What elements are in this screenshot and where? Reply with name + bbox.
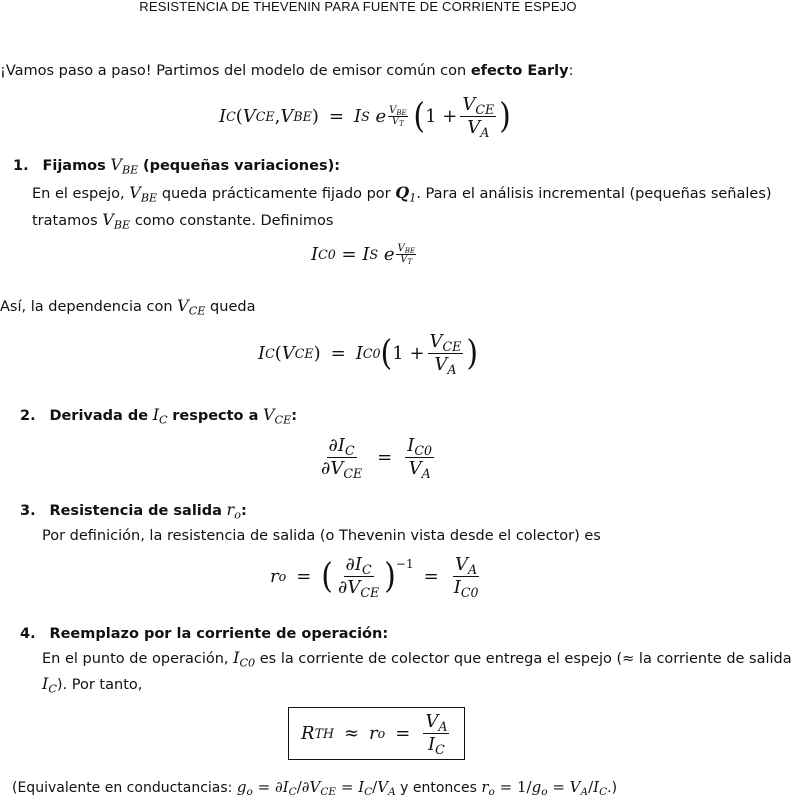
step-1-number: 1. bbox=[13, 158, 29, 174]
step-3-number: 3. bbox=[20, 503, 36, 519]
page-title: RESISTENCIA DE THEVENIN PARA FUENTE DE CORRIENTE ESPEJO bbox=[139, 0, 577, 14]
step-4-heading bbox=[20, 624, 388, 644]
step-2-number: 2. bbox=[20, 408, 36, 424]
equation-early-model: I C ( V CE , V BE ) = I S e $\frac{V_{BE}}{V_T}$ ( 1 + $\frac{V_{CE}}{V_A}$ ) bbox=[219, 94, 511, 140]
step-1-heading-text: Fijamos bbox=[42, 158, 106, 174]
step-1-text-e: como constante. Definimos bbox=[134, 213, 334, 229]
step-4-heading-text: Reemplazo por la corriente de operación: bbox=[49, 626, 389, 642]
equation-rth-boxed: R TH ≈ r o = $\frac{V_A}{I_C}$ bbox=[288, 707, 465, 760]
asi-text: Así, la dependencia con bbox=[0, 299, 173, 315]
step-2-heading-text: Derivada de bbox=[49, 408, 149, 424]
step-1-text-b: queda prácticamente fijado por bbox=[161, 186, 391, 202]
step-1-line-1: En el espejo, $V_{BE}$ queda prácticamente fijado por $Q_1$. Para el análisis incremental (pequeñas señales) bbox=[32, 183, 772, 205]
step-2-heading: 2. Derivada de $I_C$ respecto a $V_{CE}$: bbox=[20, 405, 298, 427]
step-1-line-2: tratamos $V_{BE}$ como constante. Definimos bbox=[32, 210, 334, 232]
step-4-text-c: ). Por tanto, bbox=[56, 677, 143, 693]
step-3-line-1: Por definición, la resistencia de salida (o Thevenin vista desde el colector) es bbox=[42, 528, 601, 544]
footer-text-b: y entonces bbox=[400, 780, 477, 796]
equation-ic-vce: I C ( V CE ) = I C0 ( 1 + $\frac{V_{CE}}{V_A}$ ) bbox=[258, 331, 479, 377]
step-1-heading: 1. Fijamos $V_{BE}$ (pequeñas variaciones): bbox=[13, 155, 340, 177]
step-1-text-c: . Para el análisis incremental (pequeñas señales) bbox=[416, 186, 772, 202]
asi-tail: queda bbox=[210, 299, 256, 315]
step-4-text-a: En el punto de operación, bbox=[42, 651, 229, 667]
step-3-heading: 3. Resistencia de salida $r_o$: bbox=[20, 500, 247, 522]
step-2-heading-tail: : bbox=[291, 408, 298, 424]
step-3-heading-tail: : bbox=[240, 503, 247, 519]
equation-ic0: I C0 = I S e $\frac{V_{BE}}{V_T}$ bbox=[311, 243, 415, 267]
footer-text-a: (Equivalente en conductancias: bbox=[12, 780, 233, 796]
intro-bold: efecto Early bbox=[470, 63, 569, 79]
asi-paragraph: Así, la dependencia con $V_{CE}$ queda bbox=[0, 296, 256, 318]
intro-text: ¡Vamos paso a paso! Partimos del modelo de emisor común con bbox=[0, 63, 471, 79]
step-3-heading-text: Resistencia de salida bbox=[49, 503, 222, 519]
step-4-line-2: $I_C$). Por tanto, bbox=[42, 674, 143, 696]
step-2-heading-mid: respecto a bbox=[172, 408, 259, 424]
equation-ro: r o = ( $\frac{\partial I_C}{\partial V_{CE}}$ ) −1 = $\frac{V_A}{I_{C0}}$ bbox=[270, 554, 479, 600]
step-1-heading-tail: (pequeñas variaciones): bbox=[142, 158, 340, 174]
intro-paragraph bbox=[0, 61, 574, 81]
equation-derivative: $\frac{\partial I_C}{\partial V_{CE}}$ = $\frac{I_{C0}}{V_A}$ bbox=[321, 435, 433, 481]
intro-tail: : bbox=[568, 63, 574, 79]
step-4-text-b: es la corriente de colector que entrega el espejo (≈ la corriente de salida bbox=[259, 651, 792, 667]
step-4-line-1: En el punto de operación, $I_{C0}$ es la corriente de colector que entrega el espejo (≈ la corriente de salida bbox=[42, 648, 792, 670]
step-4-number: 4. bbox=[20, 626, 36, 642]
footer-text-c: .) bbox=[607, 780, 618, 796]
step-1-text-d: tratamos bbox=[32, 213, 98, 229]
footer-note: (Equivalente en conductancias: $g_o = \partial I_C/\partial V_{CE} = I_C/V_A$ y entonces $r_o = 1/g_o = V_A/I_C$.) bbox=[12, 778, 618, 799]
step-1-text-a: En el espejo, bbox=[32, 186, 125, 202]
